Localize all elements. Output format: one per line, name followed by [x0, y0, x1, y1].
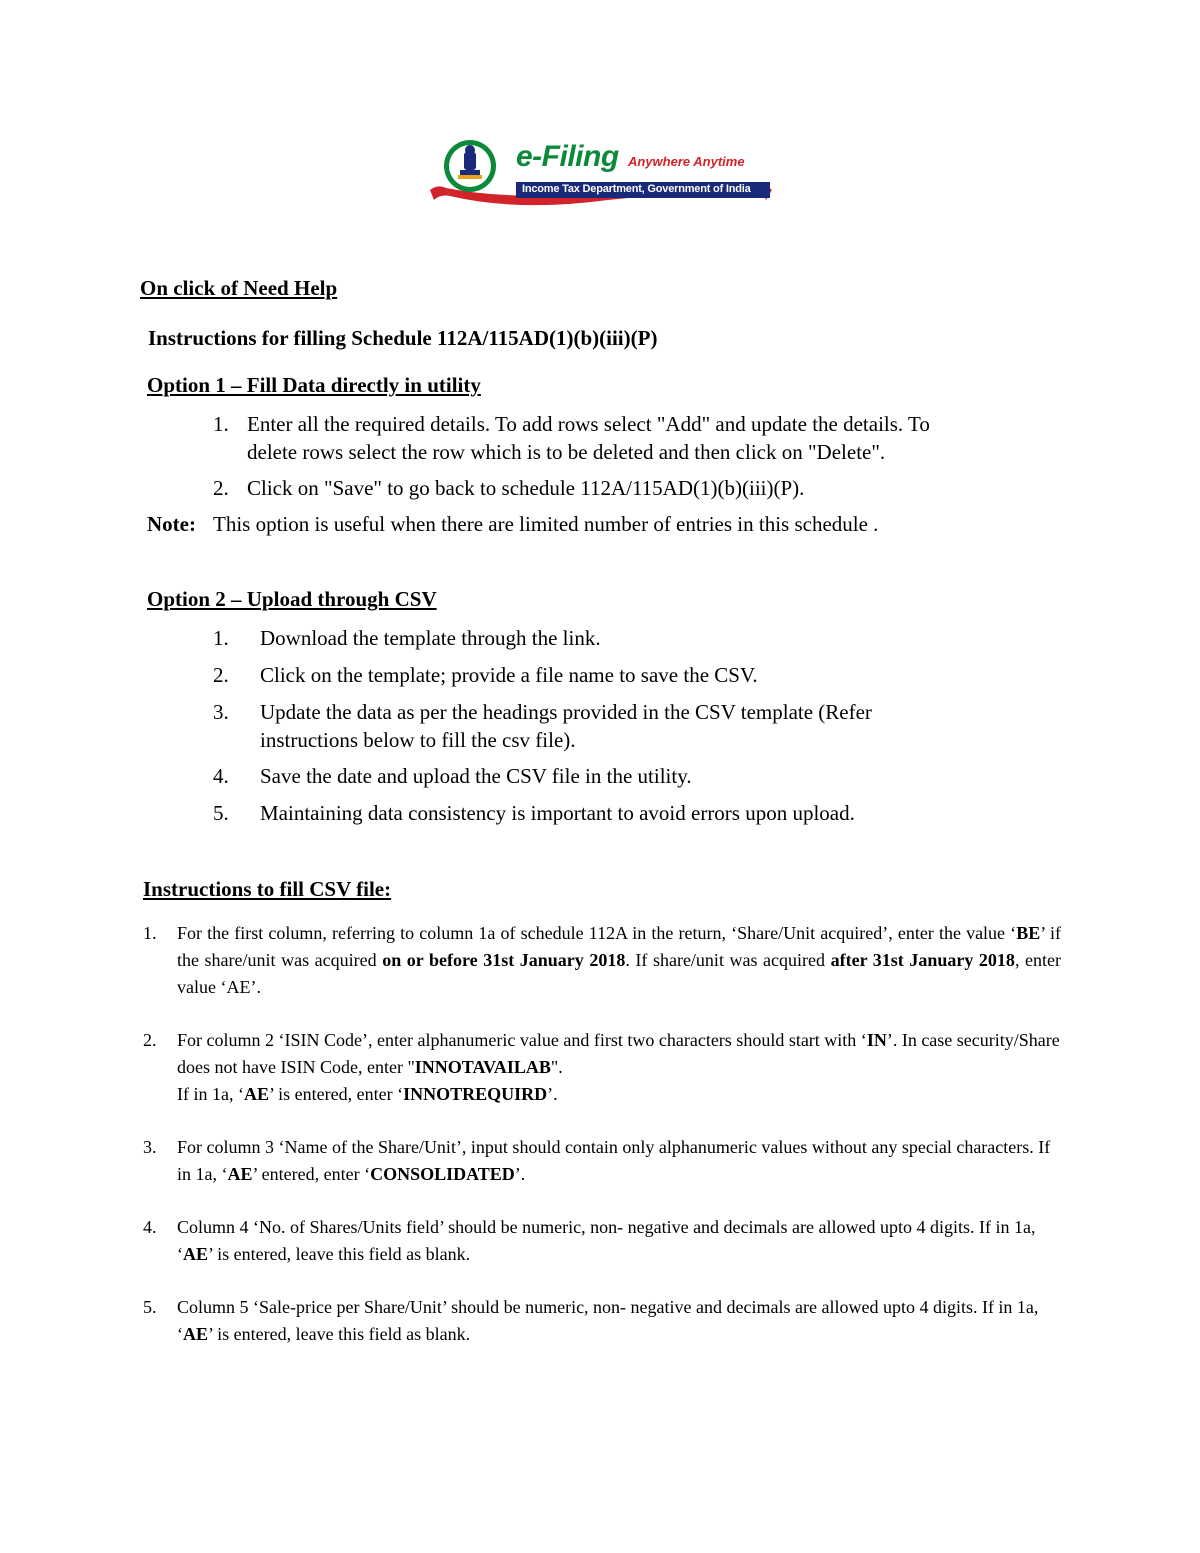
- list-item-text: Maintaining data consistency is important to avoid errors upon upload.: [260, 801, 855, 825]
- csv-instruction-text: [177, 1027, 1061, 1108]
- bold-run: CONSOLIDATED: [370, 1164, 515, 1184]
- list-item-text: [247, 410, 1067, 466]
- on-click-heading: On click of Need Help: [140, 276, 338, 300]
- efiling-brand-text: e-Filing: [516, 140, 619, 173]
- list-item-text: [260, 698, 1060, 754]
- list-line: Click on "Save" to go back to schedule 112A/115AD(1)(b)(iii)(P).: [247, 476, 805, 500]
- note-label: Note:: [147, 512, 196, 536]
- list-line: delete rows select the row which is to be deleted and then click on "Delete".: [247, 440, 886, 464]
- list-line: Update the data as per the headings provided in the CSV template (Refer: [260, 700, 872, 724]
- bold-run: INNOTAVAILAB: [414, 1057, 551, 1077]
- text-run: ’.: [514, 1164, 526, 1184]
- instructions-title: Instructions for filling Schedule 112A/115AD(1)(b)(iii)(P): [148, 326, 658, 350]
- bold-run: IN: [866, 1030, 887, 1050]
- list-number: 2.: [213, 663, 229, 687]
- csv-instruction-5: [143, 1294, 1061, 1350]
- list-item: [213, 474, 229, 502]
- text-run: Column 4 ‘No. of Shares/Units field’ should be numeric, non- negative and decimals are allowed upto 4 digits. If in 1a, ‘: [177, 1217, 1036, 1264]
- csv-instruction-2: [143, 1027, 1061, 1109]
- efiling-tagline: Anywhere Anytime: [628, 154, 745, 169]
- bold-run: AE: [227, 1164, 253, 1184]
- list-number: 1.: [213, 412, 229, 436]
- text-run: For the first column, referring to column 1a of schedule 112A in the return, ‘Share/Unit acquired’, enter the value ‘: [177, 923, 1017, 943]
- csv-instruction-3: [143, 1134, 1061, 1190]
- text-run: ’ entered, enter ‘: [252, 1164, 371, 1184]
- bold-run: AE: [243, 1084, 269, 1104]
- text-run: ’ is entered, enter ‘: [269, 1084, 404, 1104]
- text-run: , enter value ‘AE’.: [177, 950, 1061, 997]
- efiling-logo: [428, 138, 773, 216]
- list-number: 5.: [143, 1297, 157, 1317]
- csv-instruction-text: [177, 1294, 1061, 1348]
- list-item-text: Click on the template; provide a file name to save the CSV.: [260, 663, 758, 687]
- note-text: This option is useful when there are limited number of entries in this schedule .: [213, 512, 879, 536]
- option2-heading: Option 2 – Upload through CSV: [147, 587, 437, 611]
- list-item-text: Save the date and upload the CSV file in the utility.: [260, 764, 692, 788]
- csv-instruction-1: [143, 920, 1061, 1002]
- list-number: 3.: [213, 700, 229, 724]
- csv-instruction-4: [143, 1214, 1061, 1270]
- efiling-subtext: Income Tax Department, Government of India: [522, 183, 751, 195]
- list-number: 4.: [213, 764, 229, 788]
- option1-heading: Option 1 – Fill Data directly in utility: [147, 373, 481, 397]
- bold-run: INNOTREQUIRD: [403, 1084, 548, 1104]
- text-run: ’ is entered, leave this field as blank.: [208, 1324, 471, 1344]
- text-run: Column 5 ‘Sale-price per Share/Unit’ should be numeric, non- negative and decimals are allowed upto 4 digits. If in 1a, ‘: [177, 1297, 1039, 1344]
- bold-run: on or before 31st January 2018: [382, 950, 626, 970]
- csv-instruction-text: [177, 920, 1061, 1001]
- text-run: ’. In case security/Share does not have ISIN Code, enter ": [177, 1030, 1060, 1077]
- list-item-text: Download the template through the link.: [260, 626, 601, 650]
- list-line: Enter all the required details. To add rows select "Add" and update the details. To: [247, 412, 930, 436]
- text-run: ’ if the share/unit was acquired: [177, 923, 1061, 970]
- text-run: If in 1a, ‘: [177, 1084, 244, 1104]
- csv-heading: Instructions to fill CSV file:: [143, 877, 392, 901]
- list-item: [213, 410, 229, 438]
- csv-instruction-text: [177, 1134, 1061, 1188]
- list-number: 2.: [213, 476, 229, 500]
- text-run: ’ is entered, leave this field as blank.: [208, 1244, 471, 1264]
- list-number: 5.: [213, 801, 229, 825]
- bold-run: BE: [1016, 923, 1041, 943]
- list-item-text: [247, 474, 1067, 502]
- list-line: instructions below to fill the csv file).: [260, 728, 576, 752]
- text-run: For column 2 ‘ISIN Code’, enter alphanumeric value and first two characters should start with ‘: [177, 1030, 867, 1050]
- bold-run: AE: [183, 1244, 209, 1264]
- text-run: . If share/unit was acquired: [625, 950, 831, 970]
- text-run: ".: [550, 1057, 563, 1077]
- text-run: For column 3 ‘Name of the Share/Unit’, input should contain only alphanumeric values without any special characters. If in 1a, ‘: [177, 1137, 1051, 1184]
- list-number: 1.: [213, 626, 229, 650]
- bold-run: AE: [183, 1324, 209, 1344]
- list-number: 3.: [143, 1137, 157, 1157]
- list-number: 2.: [143, 1030, 157, 1050]
- csv-instruction-text: [177, 1214, 1061, 1268]
- list-number: 4.: [143, 1217, 157, 1237]
- list-number: 1.: [143, 923, 157, 943]
- text-run: ’.: [547, 1084, 558, 1104]
- bold-run: after 31st January 2018: [830, 950, 1015, 970]
